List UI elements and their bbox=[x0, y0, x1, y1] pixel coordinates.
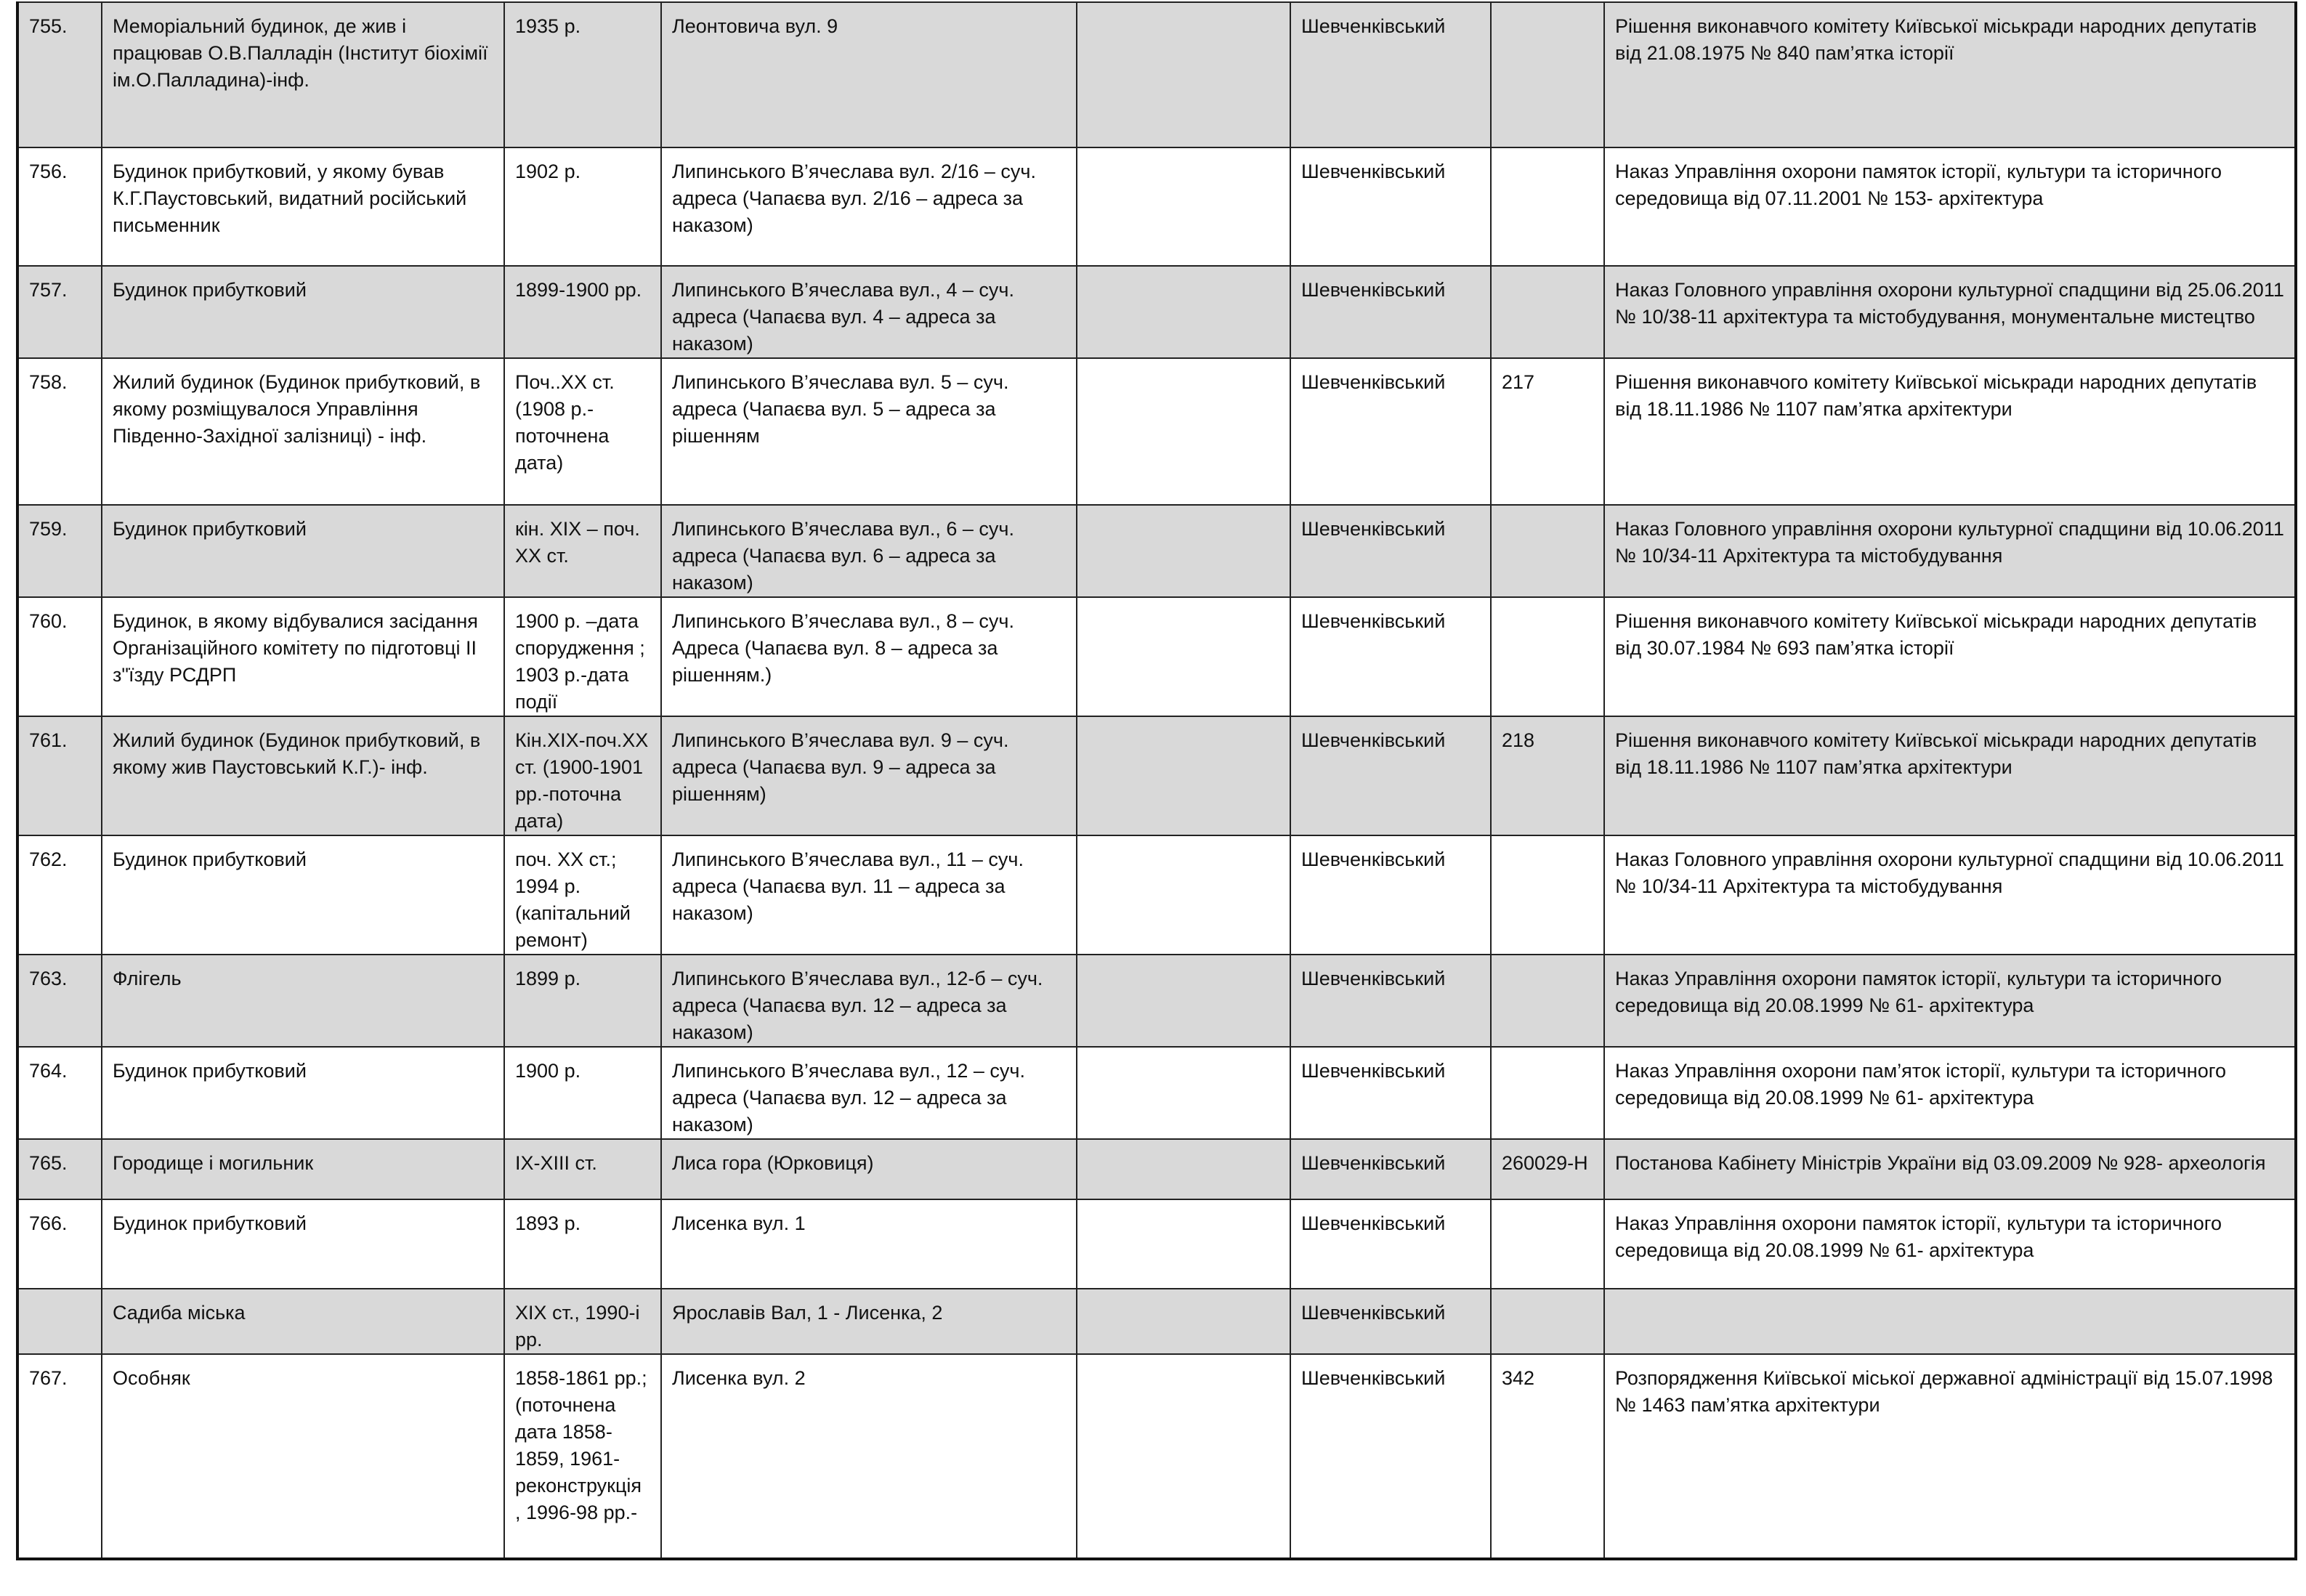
cell-legal-document bbox=[1604, 1354, 2296, 1559]
cell-date bbox=[504, 955, 661, 1047]
cell-object-name-text: Жилий будинок (Будинок прибутковий, в якому розміщувалося Управління Південно-Західної залізниці) - інф. bbox=[113, 371, 481, 447]
cell-district bbox=[1290, 955, 1491, 1047]
cell-protection-code-text: 260029-Н bbox=[1502, 1152, 1588, 1174]
cell-district-text: Шевченківський bbox=[1301, 1152, 1446, 1174]
cell-legal-document-text: Рішення виконавчого комітету Київської міськради народних депутатів від 30.07.1984 № 693 пам’ятка історії bbox=[1615, 610, 2257, 659]
cell-date-text: 1899-1900 рр. bbox=[515, 279, 642, 301]
cell-address-text: Липинського В’ячеслава вул. 2/16 – суч. адреса (Чапаєва вул. 2/16 – адреса за наказом) bbox=[672, 161, 1036, 236]
table-row bbox=[17, 505, 2296, 597]
cell-object-name bbox=[102, 597, 504, 716]
register-body bbox=[17, 2, 2296, 1559]
cell-date bbox=[504, 1289, 661, 1354]
cell-protection-code bbox=[1491, 1139, 1604, 1199]
cell-date bbox=[504, 2, 661, 147]
cell-number bbox=[17, 1047, 102, 1139]
cell-district-text: Шевченківський bbox=[1301, 968, 1446, 989]
cell-date-text: 1902 р. bbox=[515, 161, 581, 182]
cell-address bbox=[661, 835, 1077, 955]
cell-protection-code bbox=[1491, 835, 1604, 955]
cell-object-name-text: Городище і могильник bbox=[113, 1152, 314, 1174]
cell-date-text: кін. ХІХ – поч. ХХ ст. bbox=[515, 518, 640, 567]
cell-extra bbox=[1077, 1199, 1290, 1289]
cell-protection-code bbox=[1491, 505, 1604, 597]
cell-number-text: 757. bbox=[29, 279, 68, 301]
cell-district-text: Шевченківський bbox=[1301, 729, 1446, 751]
cell-object-name-text: Будинок прибутковий, у якому бував К.Г.Паустовський, видатний російський письменник bbox=[113, 161, 467, 236]
cell-address bbox=[661, 266, 1077, 358]
cell-district-text: Шевченківський bbox=[1301, 161, 1446, 182]
cell-district bbox=[1290, 1139, 1491, 1199]
cell-district bbox=[1290, 835, 1491, 955]
cell-number-text: 766. bbox=[29, 1212, 68, 1234]
cell-address-text: Леонтовича вул. 9 bbox=[672, 15, 838, 37]
cell-protection-code bbox=[1491, 147, 1604, 266]
cell-protection-code bbox=[1491, 2, 1604, 147]
cell-date bbox=[504, 147, 661, 266]
cell-extra bbox=[1077, 2, 1290, 147]
cell-legal-document bbox=[1604, 505, 2296, 597]
cell-extra bbox=[1077, 1289, 1290, 1354]
cell-district-text: Шевченківський bbox=[1301, 848, 1446, 870]
cell-address bbox=[661, 1047, 1077, 1139]
cell-legal-document bbox=[1604, 358, 2296, 505]
cell-number-text: 764. bbox=[29, 1060, 68, 1082]
cell-number bbox=[17, 1139, 102, 1199]
cell-protection-code bbox=[1491, 955, 1604, 1047]
cell-protection-code bbox=[1491, 266, 1604, 358]
cell-number bbox=[17, 266, 102, 358]
cell-number bbox=[17, 505, 102, 597]
cell-district bbox=[1290, 358, 1491, 505]
cell-object-name bbox=[102, 835, 504, 955]
cell-district-text: Шевченківський bbox=[1301, 1060, 1446, 1082]
cell-number bbox=[17, 597, 102, 716]
cell-number-text: 761. bbox=[29, 729, 68, 751]
cell-legal-document-text: Розпорядження Київської міської державної адміністрації від 15.07.1998 № 1463 пам’ятка архітектури bbox=[1615, 1367, 2273, 1416]
cell-date bbox=[504, 1047, 661, 1139]
cell-district-text: Шевченківський bbox=[1301, 1212, 1446, 1234]
cell-protection-code bbox=[1491, 358, 1604, 505]
cell-object-name-text: Меморіальний будинок, де жив і працював О.В.Палладін (Інститут біохімії ім.О.Палладина)-інф. bbox=[113, 15, 488, 91]
cell-district bbox=[1290, 505, 1491, 597]
cell-date-text: 1858-1861 рр.; (поточнена дата 1858-1859, 1961- реконструкція , 1996-98 рр.- bbox=[515, 1367, 647, 1523]
cell-protection-code bbox=[1491, 1354, 1604, 1559]
cell-date-text: 1935 р. bbox=[515, 15, 581, 37]
cell-date-text: 1900 р. bbox=[515, 1060, 581, 1082]
cell-legal-document-text: Наказ Управління охорони памяток історії, культури та історичного середовища від 20.08.1999 № 61- архітектура bbox=[1615, 1212, 2222, 1261]
cell-number bbox=[17, 1199, 102, 1289]
cell-legal-document-text: Рішення виконавчого комітету Київської міськради народних депутатів від 21.08.1975 № 840 пам’ятка історії bbox=[1615, 15, 2257, 64]
cell-number-text: 760. bbox=[29, 610, 68, 632]
cell-legal-document-text: Наказ Головного управління охорони культурної спадщини від 10.06.2011 № 10/34-11 Архітектура та містобудування bbox=[1615, 848, 2284, 897]
cell-date bbox=[504, 597, 661, 716]
cell-district bbox=[1290, 266, 1491, 358]
cell-address-text: Липинського В’ячеслава вул., 11 – суч. адреса (Чапаєва вул. 11 – адреса за наказом) bbox=[672, 848, 1024, 924]
table-row bbox=[17, 2, 2296, 147]
cell-legal-document bbox=[1604, 266, 2296, 358]
cell-address-text: Липинського В’ячеслава вул. 9 – суч. адреса (Чапаєва вул. 9 – адреса за рішенням) bbox=[672, 729, 1009, 805]
cell-address bbox=[661, 1289, 1077, 1354]
cell-object-name-text: Флігель bbox=[113, 968, 182, 989]
cell-date bbox=[504, 1139, 661, 1199]
cell-date-text: Кін.ХІХ-поч.ХХ ст. (1900-1901 рр.-поточна дата) bbox=[515, 729, 649, 832]
cell-object-name bbox=[102, 1289, 504, 1354]
cell-object-name bbox=[102, 266, 504, 358]
cell-number-text: 767. bbox=[29, 1367, 68, 1389]
cell-number bbox=[17, 835, 102, 955]
cell-date-text: Поч..ХХ ст. (1908 р.- поточнена дата) bbox=[515, 371, 615, 474]
cell-date bbox=[504, 1199, 661, 1289]
cell-number bbox=[17, 2, 102, 147]
cell-object-name-text: Садиба міська bbox=[113, 1302, 246, 1324]
cell-extra bbox=[1077, 716, 1290, 835]
cell-district bbox=[1290, 2, 1491, 147]
cell-extra bbox=[1077, 1354, 1290, 1559]
cell-address-text: Липинського В’ячеслава вул., 8 – суч. Адреса (Чапаєва вул. 8 – адреса за рішенням.) bbox=[672, 610, 1014, 686]
cell-number-text: 758. bbox=[29, 371, 68, 393]
cell-district-text: Шевченківський bbox=[1301, 610, 1446, 632]
table-row bbox=[17, 1354, 2296, 1559]
cell-district-text: Шевченківський bbox=[1301, 279, 1446, 301]
cell-extra bbox=[1077, 597, 1290, 716]
cell-address bbox=[661, 358, 1077, 505]
cell-legal-document bbox=[1604, 1047, 2296, 1139]
cell-legal-document-text: Наказ Управління охорони памяток історії, культури та історичного середовища від 20.08.1999 № 61- архітектура bbox=[1615, 968, 2222, 1016]
cell-legal-document bbox=[1604, 1199, 2296, 1289]
cell-extra bbox=[1077, 505, 1290, 597]
cell-number bbox=[17, 716, 102, 835]
cell-number-text: 756. bbox=[29, 161, 68, 182]
cell-legal-document bbox=[1604, 955, 2296, 1047]
cell-object-name bbox=[102, 147, 504, 266]
cell-date bbox=[504, 358, 661, 505]
cell-address-text: Липинського В’ячеслава вул. 5 – суч. адреса (Чапаєва вул. 5 – адреса за рішенням bbox=[672, 371, 1009, 447]
cell-address bbox=[661, 1354, 1077, 1559]
cell-legal-document-text: Наказ Управління охорони пам’яток історії, культури та історичного середовища від 20.08.1999 № 61- архітектура bbox=[1615, 1060, 2227, 1109]
cell-address-text: Лисенка вул. 1 bbox=[672, 1212, 806, 1234]
cell-object-name bbox=[102, 955, 504, 1047]
cell-object-name-text: Будинок прибутковий bbox=[113, 848, 307, 870]
cell-district bbox=[1290, 1047, 1491, 1139]
cell-address-text: Липинського В’ячеслава вул., 6 – суч. адреса (Чапаєва вул. 6 – адреса за наказом) bbox=[672, 518, 1014, 594]
cell-date-text: ІХ-ХІІІ ст. bbox=[515, 1152, 597, 1174]
cell-legal-document-text: Постанова Кабінету Міністрів України від 03.09.2009 № 928- археологія bbox=[1615, 1152, 2266, 1174]
cell-legal-document-text: Наказ Головного управління охорони культурної спадщини від 10.06.2011 № 10/34-11 Архітектура та містобудування bbox=[1615, 518, 2284, 567]
cell-legal-document-text: Рішення виконавчого комітету Київської міськради народних депутатів від 18.11.1986 № 1107 пам’ятка архітектури bbox=[1615, 371, 2257, 420]
cell-protection-code bbox=[1491, 1047, 1604, 1139]
cell-address-text: Лисенка вул. 2 bbox=[672, 1367, 806, 1389]
cell-address bbox=[661, 505, 1077, 597]
cell-address bbox=[661, 1199, 1077, 1289]
cell-extra bbox=[1077, 955, 1290, 1047]
cell-legal-document bbox=[1604, 147, 2296, 266]
table-row bbox=[17, 597, 2296, 716]
cell-district bbox=[1290, 1199, 1491, 1289]
cell-address-text: Ярославів Вал, 1 - Лисенка, 2 bbox=[672, 1302, 943, 1324]
heritage-register-table bbox=[16, 1, 2297, 1560]
table-row bbox=[17, 955, 2296, 1047]
cell-number bbox=[17, 147, 102, 266]
cell-protection-code-text: 217 bbox=[1502, 371, 1535, 393]
cell-district-text: Шевченківський bbox=[1301, 518, 1446, 540]
cell-address bbox=[661, 147, 1077, 266]
cell-protection-code bbox=[1491, 1289, 1604, 1354]
table-row bbox=[17, 358, 2296, 505]
cell-object-name bbox=[102, 1047, 504, 1139]
cell-date bbox=[504, 266, 661, 358]
cell-object-name-text: Будинок прибутковий bbox=[113, 1212, 307, 1234]
cell-object-name bbox=[102, 505, 504, 597]
cell-number-text: 762. bbox=[29, 848, 68, 870]
cell-extra bbox=[1077, 147, 1290, 266]
cell-extra bbox=[1077, 835, 1290, 955]
cell-number bbox=[17, 955, 102, 1047]
cell-number bbox=[17, 1289, 102, 1354]
cell-object-name bbox=[102, 1139, 504, 1199]
cell-district bbox=[1290, 1354, 1491, 1559]
cell-object-name bbox=[102, 1199, 504, 1289]
cell-extra bbox=[1077, 358, 1290, 505]
table-row bbox=[17, 1047, 2296, 1139]
cell-district bbox=[1290, 147, 1491, 266]
cell-legal-document bbox=[1604, 597, 2296, 716]
cell-object-name bbox=[102, 2, 504, 147]
table-row bbox=[17, 835, 2296, 955]
table-row bbox=[17, 716, 2296, 835]
cell-date bbox=[504, 835, 661, 955]
cell-object-name bbox=[102, 358, 504, 505]
cell-district bbox=[1290, 1289, 1491, 1354]
cell-extra bbox=[1077, 1139, 1290, 1199]
cell-address bbox=[661, 1139, 1077, 1199]
cell-extra bbox=[1077, 1047, 1290, 1139]
cell-district-text: Шевченківський bbox=[1301, 1367, 1446, 1389]
cell-legal-document-text: Рішення виконавчого комітету Київської міськради народних депутатів від 18.11.1986 № 1107 пам’ятка архітектури bbox=[1615, 729, 2257, 778]
cell-number bbox=[17, 358, 102, 505]
cell-object-name-text: Будинок, в якому відбувалися засідання Організаційного комітету по підготовці ІІ з"їзду РСДРП bbox=[113, 610, 478, 686]
cell-protection-code bbox=[1491, 716, 1604, 835]
cell-object-name-text: Будинок прибутковий bbox=[113, 518, 307, 540]
cell-protection-code bbox=[1491, 597, 1604, 716]
cell-address-text: Липинського В’ячеслава вул., 4 – суч. адреса (Чапаєва вул. 4 – адреса за наказом) bbox=[672, 279, 1014, 355]
cell-protection-code bbox=[1491, 1199, 1604, 1289]
cell-extra bbox=[1077, 266, 1290, 358]
cell-address-text: Лиса гора (Юрковиця) bbox=[672, 1152, 874, 1174]
cell-protection-code-text: 342 bbox=[1502, 1367, 1535, 1389]
cell-legal-document bbox=[1604, 1139, 2296, 1199]
cell-number-text: 755. bbox=[29, 15, 68, 37]
cell-object-name-text: Будинок прибутковий bbox=[113, 279, 307, 301]
cell-legal-document-text: Наказ Головного управління охорони культурної спадщини від 25.06.2011 № 10/38-11 архітектура та містобудування, монументальне мистецтво bbox=[1615, 279, 2284, 328]
cell-object-name-text: Особняк bbox=[113, 1367, 190, 1389]
table-row bbox=[17, 147, 2296, 266]
cell-date bbox=[504, 1354, 661, 1559]
cell-date bbox=[504, 505, 661, 597]
cell-object-name bbox=[102, 716, 504, 835]
table-row bbox=[17, 1139, 2296, 1199]
cell-number-text: 763. bbox=[29, 968, 68, 989]
cell-district-text: Шевченківський bbox=[1301, 371, 1446, 393]
cell-address-text: Липинського В’ячеслава вул., 12-б – суч. адреса (Чапаєва вул. 12 – адреса за наказом) bbox=[672, 968, 1043, 1043]
cell-protection-code-text: 218 bbox=[1502, 729, 1535, 751]
cell-district bbox=[1290, 716, 1491, 835]
cell-legal-document bbox=[1604, 1289, 2296, 1354]
cell-date bbox=[504, 716, 661, 835]
cell-address bbox=[661, 2, 1077, 147]
cell-district bbox=[1290, 597, 1491, 716]
cell-number-text: 759. bbox=[29, 518, 68, 540]
cell-number-text: 765. bbox=[29, 1152, 68, 1174]
cell-address-text: Липинського В’ячеслава вул., 12 – суч. адреса (Чапаєва вул. 12 – адреса за наказом) bbox=[672, 1060, 1025, 1135]
cell-number bbox=[17, 1354, 102, 1559]
register-sheet bbox=[16, 1, 2297, 1560]
cell-object-name-text: Жилий будинок (Будинок прибутковий, в якому жив Паустовський К.Г.)- інф. bbox=[113, 729, 481, 778]
cell-date-text: 1893 р. bbox=[515, 1212, 581, 1234]
cell-date-text: ХІХ ст., 1990-і рр. bbox=[515, 1302, 640, 1350]
cell-legal-document bbox=[1604, 716, 2296, 835]
table-row bbox=[17, 1289, 2296, 1354]
cell-date-text: 1900 р. –дата спорудження ; 1903 р.-дата події bbox=[515, 610, 645, 713]
cell-date-text: поч. ХХ ст.; 1994 р. (капітальний ремонт) bbox=[515, 848, 631, 951]
cell-object-name bbox=[102, 1354, 504, 1559]
cell-district-text: Шевченківський bbox=[1301, 1302, 1446, 1324]
cell-district-text: Шевченківський bbox=[1301, 15, 1446, 37]
cell-address bbox=[661, 955, 1077, 1047]
cell-date-text: 1899 р. bbox=[515, 968, 581, 989]
cell-address bbox=[661, 597, 1077, 716]
cell-legal-document-text: Наказ Управління охорони памяток історії, культури та історичного середовища від 07.11.2001 № 153- архітектура bbox=[1615, 161, 2222, 209]
table-row bbox=[17, 266, 2296, 358]
cell-object-name-text: Будинок прибутковий bbox=[113, 1060, 307, 1082]
cell-legal-document bbox=[1604, 835, 2296, 955]
table-row bbox=[17, 1199, 2296, 1289]
cell-address bbox=[661, 716, 1077, 835]
cell-legal-document bbox=[1604, 2, 2296, 147]
